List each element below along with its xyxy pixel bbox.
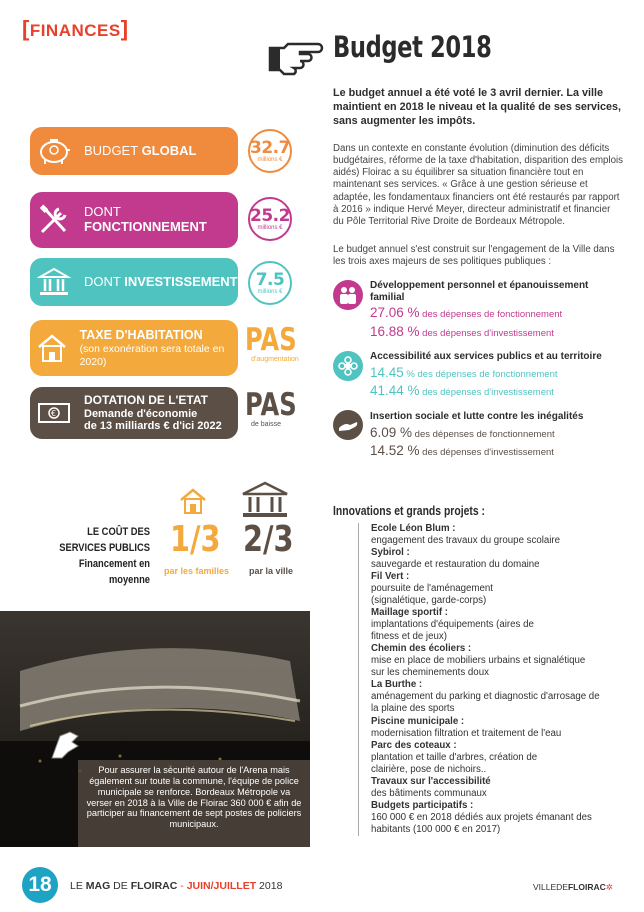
footer-part: LE	[70, 880, 86, 892]
axis-3-invest	[370, 442, 554, 460]
project-desc: sauvegarde et restauration du domaine	[371, 559, 540, 571]
logo-part: FLOIRAC	[567, 882, 606, 892]
axis-3-invest-text: des dépenses d'investissement	[419, 447, 554, 458]
lead-paragraph: Le budget annuel a été voté le 3 avril dernier. La ville maintient en 2018 le niveau et la qualité de ses services, sans augmenter les impôts.	[333, 87, 622, 127]
project-desc: engagement des travaux du groupe scolaire	[371, 535, 561, 547]
taxe-habitation-row	[30, 320, 238, 376]
banknote-icon	[30, 389, 78, 437]
project-name: Maillage sportif :	[371, 607, 448, 619]
pointing-hand-photo-icon	[48, 728, 82, 767]
family-fraction-label: par les familles	[164, 566, 230, 576]
taxe-status	[245, 322, 305, 363]
list-item	[371, 740, 628, 776]
family-house-icon	[178, 487, 208, 520]
budget-global-unit: millions €	[257, 156, 283, 163]
axis-2-fonct	[370, 364, 558, 382]
city-fraction: 2/3	[243, 519, 294, 560]
dotation-pas-sub: de baisse	[251, 421, 281, 428]
axis-2-title: Accessibilité aux services publics et au territoire	[370, 351, 602, 362]
project-name: Parc des coteaux :	[371, 739, 457, 751]
axis-2-fonct-value: 14.45	[370, 365, 404, 380]
city-logo	[533, 882, 613, 893]
project-desc: modernisation filtration et traitement de l'eau	[371, 727, 562, 739]
project-desc: implantations d'équipements (aires de fitness et de jeux)	[371, 619, 534, 643]
project-name: Chemin des écoliers :	[371, 643, 472, 655]
section-label: FINANCES	[29, 21, 121, 40]
footer-part: FLOIRAC	[130, 880, 178, 892]
page-number: 18	[22, 867, 58, 903]
budget-fonct-value	[248, 197, 292, 241]
piggy-bank-icon	[30, 127, 78, 175]
photo-caption: Pour assurer la sécurité autour de l'Arena mais également sur toute la commune, l'équipe de police municipale se renforce. Bordeaux Métropole va verser en 2018 à la Ville de Floirac 360 000 € afin de participer au financement de sept postes de policiers municipaux.	[78, 760, 310, 847]
budget-global-label: BUDGET	[84, 142, 142, 158]
helping-hand-icon	[333, 410, 363, 440]
list-item	[371, 716, 628, 740]
taxe-subtitle: (son exonération sera totale en 2020)	[79, 342, 225, 368]
project-name: Sybirol :	[371, 547, 410, 559]
project-desc: aménagement du parking et diagnostic d'arrosage de la plaine des sports	[371, 691, 600, 715]
project-name: Travaux sur l'accessibilité	[371, 775, 491, 787]
axis-1-invest-value: 16.88 %	[370, 324, 420, 339]
projects-title: Innovations et grands projets :	[333, 503, 485, 518]
axis-1-fonct-value: 27.06 %	[370, 305, 420, 320]
project-desc: mise en place de mobiliers urbains et signalétique sur les cheminements doux	[371, 655, 586, 679]
list-item	[371, 776, 628, 800]
project-desc: poursuite de l'aménagement (signalétique, garde-corps)	[371, 583, 493, 607]
pointing-hand-icon	[268, 38, 324, 76]
house-icon	[30, 324, 74, 372]
magazine-footer	[70, 880, 282, 892]
family-icon	[333, 280, 363, 310]
flower-icon	[333, 351, 363, 381]
budget-global-row	[30, 127, 238, 175]
footer-part: DE	[110, 880, 131, 892]
axis-3-fonct-value: 6.09 %	[370, 425, 413, 440]
budget-global-value	[248, 129, 292, 173]
section-tag: [FINANCES]	[22, 16, 129, 41]
axis-3-fonct-text: des dépenses de fonctionnement	[412, 429, 555, 440]
taxe-pas-sub: d'augmentation	[251, 356, 299, 363]
cost-line2: SERVICES PUBLICS	[59, 541, 150, 554]
list-item	[371, 679, 628, 715]
axis-3-title: Insertion sociale et lutte contre les inégalités	[370, 411, 584, 422]
logo-star-icon: ✲	[605, 882, 613, 892]
budget-invest-value	[248, 261, 292, 305]
list-item	[371, 800, 628, 836]
context-paragraph: Dans un contexte en constante évolution (diminution des déficits budgétaires, réforme de la taxe d'habitation, disparition des emplois aidés) Floirac a su équilibrer sa situation financière tout en maintenant ses services. « Grâce à une gestion sérieuse et adaptée, les fondamentaux financiers ont été restaurés par rapport à 2016 » indique Hervé Meyer, directeur administratif et financier du Pôle Territorial Rive Droite de Bordeaux Métropole.	[333, 143, 623, 227]
axis-2-invest-value: 41.44 %	[370, 383, 420, 398]
budget-invest-number: 7.5	[255, 269, 285, 290]
tools-icon	[30, 196, 78, 244]
dotation-line2: Demande d'économie	[84, 407, 198, 420]
project-name: Budgets participatifs :	[371, 799, 474, 811]
svg-text:€: €	[51, 409, 57, 418]
dotation-etat-row	[30, 387, 238, 439]
dotation-line3: de 13 milliards € d'ici 2022	[84, 420, 222, 433]
list-item	[371, 523, 628, 547]
axis-1-title: Développement personnel et épanouissement familial	[370, 280, 589, 303]
footer-part: 2018	[256, 880, 283, 892]
axis-1-fonct	[370, 304, 562, 322]
budget-fonctionnement-row	[30, 192, 238, 248]
dotation-status	[245, 387, 305, 428]
project-name: Fil Vert :	[371, 571, 410, 583]
axes-intro-paragraph: Le budget annuel s'est construit sur l'engagement de la Ville dans les trois axes majeurs de ses politiques publiques :	[333, 244, 615, 268]
footer-part: -	[177, 880, 187, 892]
project-name: La Burthe :	[371, 679, 423, 691]
project-name: Ecole Léon Blum :	[371, 523, 456, 534]
projects-list	[358, 523, 628, 836]
list-item	[371, 571, 628, 607]
taxe-pas: PAS	[245, 322, 297, 358]
page-title: Budget 2018	[333, 30, 492, 64]
logo-part: VILLEDE	[533, 882, 568, 892]
budget-global-number: 32.7	[250, 137, 290, 158]
cost-line1: LE COÛT DES	[87, 526, 150, 538]
family-fraction: 1/3	[170, 519, 221, 560]
axis-2-invest	[370, 382, 554, 400]
axis-1-invest	[370, 323, 554, 341]
list-item	[371, 547, 628, 571]
axis-2-invest-text: des dépenses d'investissement	[419, 387, 554, 398]
project-desc: 160 000 € en 2018 dédiés aux projets émanant des habitants (100 000 € en 2017)	[371, 811, 592, 835]
axis-3-invest-value: 14.52 %	[370, 443, 420, 458]
footer-part: JUIN/JUILLET	[186, 880, 257, 892]
budget-fonct-number: 25.2	[250, 205, 290, 226]
budget-fonct-unit: millions €	[257, 224, 283, 231]
budget-invest-unit: millions €	[257, 288, 283, 295]
bank-building-icon	[30, 258, 78, 306]
axis-3-fonct	[370, 424, 555, 442]
axis-1-fonct-text: des dépenses de fonctionnement	[419, 309, 563, 320]
project-desc: des bâtiments communaux	[371, 787, 487, 799]
axis-2-fonct-text: % des dépenses de fonctionnement	[403, 369, 558, 380]
budget-fonct-label-bold: FONCTIONNEMENT	[84, 219, 207, 234]
cost-line3: Financement en moyenne	[78, 557, 150, 586]
project-name: Piscine municipale :	[371, 715, 465, 727]
budget-invest-label-bold: INVESTISSEMENT	[124, 273, 238, 289]
budget-investissement-row	[30, 258, 238, 306]
dotation-pas: PAS	[245, 387, 297, 423]
axis-1-invest-text: des dépenses d'investissement	[419, 328, 554, 339]
list-item	[371, 643, 628, 679]
cost-label	[57, 525, 151, 589]
dotation-title: DOTATION DE L'ETAT	[84, 392, 208, 407]
taxe-title: TAXE D'HABITATION	[79, 327, 203, 342]
footer-part: MAG	[85, 880, 111, 892]
project-desc: plantation et taille d'arbres, création de clairière, pose de nichoirs..	[371, 751, 538, 775]
budget-global-label-bold: GLOBAL	[141, 142, 197, 158]
budget-invest-label: DONT	[84, 273, 125, 289]
city-fraction-label: par la ville	[249, 566, 294, 576]
list-item	[371, 607, 628, 643]
budget-fonct-label: DONT	[84, 204, 121, 220]
